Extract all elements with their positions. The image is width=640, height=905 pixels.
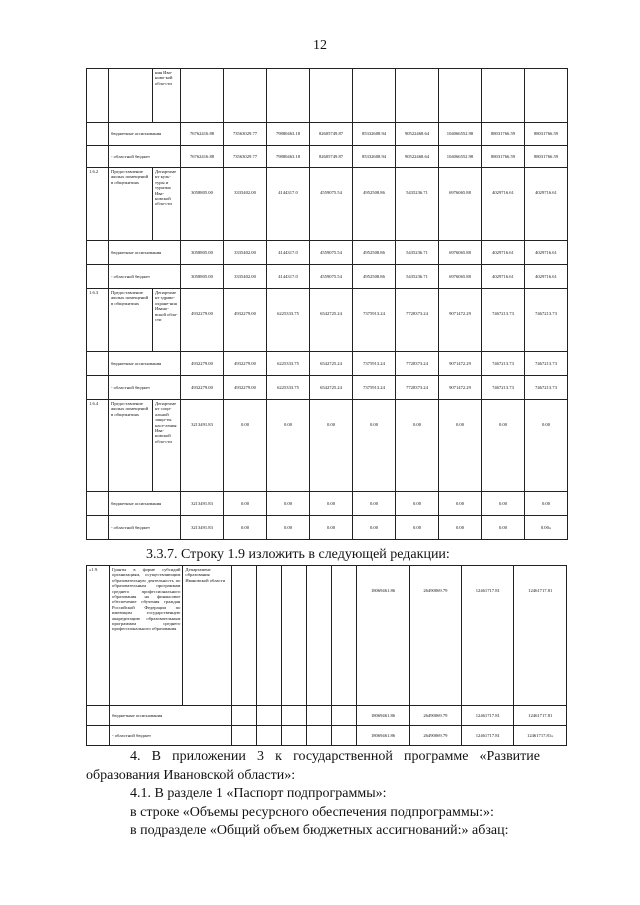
value-cell: 12461717.81 (462, 726, 514, 746)
value-cell (307, 706, 332, 726)
value-cell: 7467213.73 (482, 289, 525, 352)
budget-table-2 (86, 565, 567, 746)
value-cell: 4932279.00 (181, 289, 224, 352)
instruction-3-3-7: 3.3.7. Строку 1.9 изложить в следующей редакции: (146, 547, 450, 562)
value-cell: 4029716.61 (482, 241, 525, 265)
row-name-cell (109, 69, 153, 123)
row-number-cell (87, 376, 109, 400)
value-cell: 0.00 (310, 400, 353, 492)
executor-cell: Департамент образования Ивановской области (183, 566, 231, 706)
value-cell: 5435236.71 (396, 241, 439, 265)
table-row (87, 289, 568, 352)
value-cell: 7728373.24 (396, 352, 439, 376)
value-cell: 0.00 (396, 492, 439, 516)
value-cell: 0.00 (439, 400, 482, 492)
value-cell (281, 726, 306, 746)
table-row (87, 726, 567, 746)
table-row (87, 400, 568, 492)
value-cell: 6976065.88 (439, 241, 482, 265)
value-cell: 12461717.81 (462, 566, 514, 706)
row-name-cell: - областной бюджет (109, 516, 181, 540)
table-row (87, 516, 568, 540)
table-row (87, 376, 568, 400)
row-number-cell: 1.6.2 (87, 168, 109, 241)
row-number-cell: 1.6.3 (87, 289, 109, 352)
row-number-cell (87, 146, 109, 168)
value-cell: 88031766.59 (525, 123, 568, 146)
value-cell: 6225333.75 (267, 376, 310, 400)
value-cell: 7375913.24 (353, 376, 396, 400)
row-name-cell: бюджетные ассигнования (109, 241, 181, 265)
value-cell: 3335402.00 (224, 241, 267, 265)
value-cell: 4029716.61 (482, 168, 525, 241)
row-name-cell: Гранты в форме субсидий организациям, осуществляющим образовательную деятельность по образовательным программам среднего профессионального образования на финансовое обеспечение обучения граждан Российской Федерации по имеющим государственную аккредитацию образовательным программам среднего профессионального образования (110, 566, 183, 706)
value-cell: 88031766.59 (482, 146, 525, 168)
executor-cell: Департамент куль-туры и туризма Ива-новской обла-сти (153, 168, 181, 241)
value-cell (332, 706, 357, 726)
row-number-cell (87, 726, 110, 746)
value-cell: 9071472.29 (439, 376, 482, 400)
value-cell (307, 726, 332, 746)
value-cell: 4952508.86 (353, 168, 396, 241)
value-cell: 6225333.75 (267, 352, 310, 376)
value-cell: 0.00 (482, 492, 525, 516)
row-name-cell: Предоставление жилых помещений в общежитиях (109, 289, 153, 352)
value-cell: 6542725.24 (310, 352, 353, 376)
value-cell: 3213491.83 (181, 400, 224, 492)
value-cell: 4932279.00 (224, 376, 267, 400)
value-cell: 4559075.54 (310, 168, 353, 241)
value-cell: 26490069.79 (409, 566, 461, 706)
value-cell: 7375913.24 (353, 352, 396, 376)
value-cell: 4952508.86 (353, 241, 396, 265)
value-cell: 104066552.98 (439, 146, 482, 168)
value-cell: 6976065.88 (439, 265, 482, 289)
value-cell (439, 69, 482, 123)
row-number-cell (87, 265, 109, 289)
value-cell: 0.00 (267, 400, 310, 492)
row-number-cell (87, 69, 109, 123)
paragraph-4-1-a: в строке «Объемы ресурсного обеспечения подпрограммы:»: (130, 805, 494, 820)
value-cell: 3335402.00 (224, 168, 267, 241)
value-cell: 0.00 (267, 516, 310, 540)
value-cell: 18069461.86 (357, 566, 409, 706)
value-cell: 90522468.64 (396, 123, 439, 146)
table-row (87, 241, 568, 265)
value-cell: 0.00 (353, 492, 396, 516)
value-cell: 7375913.24 (353, 289, 396, 352)
paragraph-4-1-b: в подразделе «Общий объем бюджетных ассигнований:» абзац: (130, 823, 509, 838)
value-cell: 9071472.29 (439, 352, 482, 376)
value-cell: 7728373.24 (396, 289, 439, 352)
row-name-cell: Предоставление жилых помещений в общежитиях (109, 400, 153, 492)
value-cell: 0.00 (224, 400, 267, 492)
value-cell: 0.00 (353, 516, 396, 540)
row-name-cell: бюджетные ассигнования (110, 706, 232, 726)
table-row (87, 492, 568, 516)
row-number-cell (87, 706, 110, 726)
row-name-cell: - областной бюджет (109, 376, 181, 400)
row-name-cell: - областной бюджет (109, 146, 181, 168)
value-cell (307, 566, 332, 706)
value-cell: 0.00 (353, 400, 396, 492)
value-cell: 0.00 (482, 516, 525, 540)
value-cell (396, 69, 439, 123)
value-cell (310, 69, 353, 123)
value-cell: 7467213.73 (482, 376, 525, 400)
value-cell: 0.00 (310, 492, 353, 516)
value-cell (256, 566, 281, 706)
value-cell: 18069461.86 (357, 706, 409, 726)
value-cell: 6976065.88 (439, 168, 482, 241)
row-number-cell (87, 492, 109, 516)
value-cell (267, 69, 310, 123)
value-cell: 4144317.0 (267, 265, 310, 289)
budget-table-1 (86, 68, 568, 540)
page-number: 12 (313, 38, 327, 53)
value-cell: 0.00 (396, 516, 439, 540)
value-cell: 73563029.77 (224, 146, 267, 168)
table-row (87, 265, 568, 289)
value-cell (181, 69, 224, 123)
value-cell: 4144317.0 (267, 241, 310, 265)
value-cell: 26490069.79 (409, 726, 461, 746)
value-cell: 5435236.71 (396, 168, 439, 241)
value-cell: 88031766.59 (525, 146, 568, 168)
row-name-cell: бюджетные ассигнования (109, 123, 181, 146)
value-cell: 0.00 (267, 492, 310, 516)
value-cell: 76762416.88 (181, 146, 224, 168)
value-cell: 3335402.00 (224, 265, 267, 289)
value-cell: 85332608.94 (353, 123, 396, 146)
value-cell: 0.00 (224, 492, 267, 516)
value-cell: 104066552.98 (439, 123, 482, 146)
value-cell: 7467213.73 (525, 289, 568, 352)
value-cell (231, 706, 256, 726)
value-cell: 7467213.73 (482, 352, 525, 376)
value-cell: 4029716.61 (525, 265, 568, 289)
paragraph-4-line-1: 4. В приложении 3 к государственной программе «Развитие (130, 749, 540, 764)
value-cell (224, 69, 267, 123)
row-number-cell (87, 352, 109, 376)
value-cell (281, 706, 306, 726)
paragraph-4-line-2: образования Ивановской области»: (86, 768, 296, 783)
value-cell: 0.00 (310, 516, 353, 540)
value-cell: 3058805.00 (181, 168, 224, 241)
value-cell: 12461717.81 (514, 706, 567, 726)
value-cell: 4932279.00 (224, 352, 267, 376)
value-cell: 3213491.83 (181, 516, 224, 540)
value-cell: 9071472.29 (439, 289, 482, 352)
value-cell: 12461717.81 (462, 706, 514, 726)
value-cell: 73563029.77 (224, 123, 267, 146)
value-cell (482, 69, 525, 123)
row-number-cell (87, 241, 109, 265)
value-cell: 0.00 (224, 516, 267, 540)
table-row (87, 706, 567, 726)
value-cell: 4029716.61 (525, 241, 568, 265)
value-cell: 12461717.81» (514, 726, 567, 746)
row-number-cell: 1.6.4 (87, 400, 109, 492)
value-cell: 76762416.88 (181, 123, 224, 146)
value-cell: 90522468.64 (396, 146, 439, 168)
table-row (87, 352, 568, 376)
value-cell (353, 69, 396, 123)
row-number-cell (87, 123, 109, 146)
value-cell: 0.00 (525, 400, 568, 492)
row-number-cell (87, 516, 109, 540)
row-number-cell: «1.9. (87, 566, 110, 706)
value-cell: 85332608.94 (353, 146, 396, 168)
value-cell: 3058805.00 (181, 241, 224, 265)
value-cell: 82605749.87 (310, 146, 353, 168)
value-cell: 3213491.83 (181, 492, 224, 516)
value-cell: 0.00 (439, 492, 482, 516)
table-row (87, 566, 567, 706)
row-name-cell: бюджетные ассигнования (109, 352, 181, 376)
value-cell: 79880463.18 (267, 123, 310, 146)
value-cell: 4932279.00 (181, 352, 224, 376)
table-row (87, 69, 568, 123)
value-cell: 4559075.54 (310, 265, 353, 289)
value-cell: 0.00 (482, 400, 525, 492)
value-cell: 88031766.59 (482, 123, 525, 146)
table-row (87, 123, 568, 146)
value-cell: 6542725.24 (310, 376, 353, 400)
value-cell: 4952508.86 (353, 265, 396, 289)
value-cell: 4029716.61 (482, 265, 525, 289)
value-cell (332, 726, 357, 746)
value-cell: 0.00 (396, 400, 439, 492)
paragraph-4-1: 4.1. В разделе 1 «Паспорт подпрограммы»: (130, 786, 387, 801)
value-cell: 12461717.81 (514, 566, 567, 706)
value-cell: 26490069.79 (409, 706, 461, 726)
value-cell: 3058805.00 (181, 265, 224, 289)
value-cell (256, 706, 281, 726)
executor-cell: Департамент здраво-охране-ния Ивано-вской обла-сти (153, 289, 181, 352)
value-cell: 6225333.75 (267, 289, 310, 352)
executor-cell: ния Ива-ново-кой обла-сти (153, 69, 181, 123)
value-cell (332, 566, 357, 706)
value-cell (525, 69, 568, 123)
value-cell: 79880463.18 (267, 146, 310, 168)
value-cell (231, 566, 256, 706)
value-cell: 4932279.00 (181, 376, 224, 400)
table-row (87, 168, 568, 241)
value-cell: 4029716.61 (525, 168, 568, 241)
table-row (87, 146, 568, 168)
value-cell: 7467213.73 (525, 376, 568, 400)
value-cell: 0.00 (439, 516, 482, 540)
value-cell: 4559075.54 (310, 241, 353, 265)
value-cell: 7467213.73 (525, 352, 568, 376)
executor-cell: Департамент соци-альной защи-ты насе-ления Ива-новской обла-сти (153, 400, 181, 492)
value-cell: 4932279.00 (224, 289, 267, 352)
row-name-cell: - областной бюджет (110, 726, 232, 746)
row-name-cell: Предоставление жилых помещений в общежитиях (109, 168, 153, 241)
value-cell: 0.00 (525, 492, 568, 516)
value-cell: 7728373.24 (396, 376, 439, 400)
value-cell (256, 726, 281, 746)
value-cell: 5435236.71 (396, 265, 439, 289)
row-name-cell: - областной бюджет (109, 265, 181, 289)
value-cell: 18069461.86 (357, 726, 409, 746)
value-cell: 82605749.87 (310, 123, 353, 146)
value-cell (281, 566, 306, 706)
value-cell: 0.00» (525, 516, 568, 540)
row-name-cell: бюджетные ассигнования (109, 492, 181, 516)
value-cell: 6542725.24 (310, 289, 353, 352)
value-cell: 4144317.0 (267, 168, 310, 241)
value-cell (231, 726, 256, 746)
